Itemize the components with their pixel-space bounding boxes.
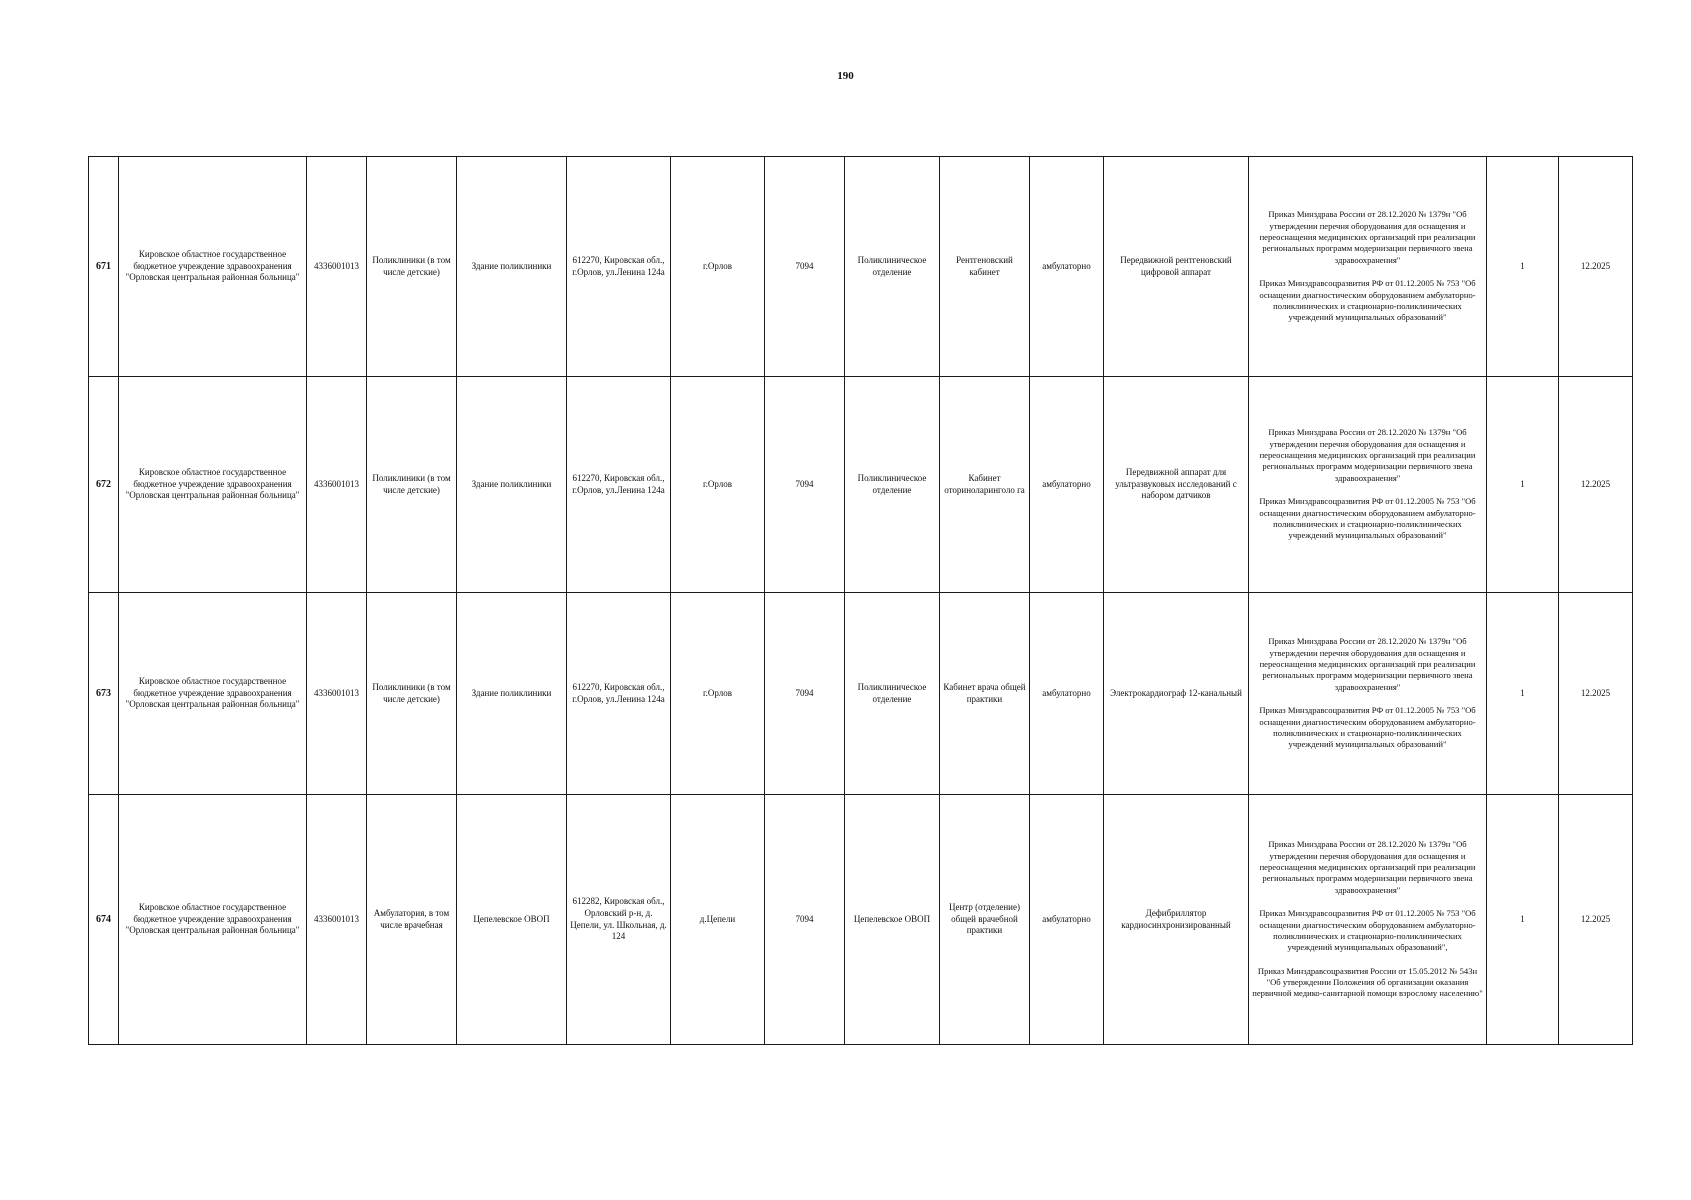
address-cell: 612270, Кировская обл., г.Орлов, ул.Ленина 124а xyxy=(567,157,671,377)
legal-basis-cell xyxy=(1249,157,1487,377)
room-cell: Кабинет оториноларинголо га xyxy=(940,377,1030,593)
legal-basis-text: Приказ Минздравсоцразвития РФ от 01.12.2005 № 753 "Об оснащении диагностическим оборудованием амбулаторно-поликлинических и стационарно-поликлинических учреждений муниципальных образований" xyxy=(1259,496,1476,541)
locality-cell: г.Орлов xyxy=(671,377,765,593)
department-cell: Цепелевское ОВОП xyxy=(845,795,940,1045)
equipment-name-cell: Передвижной аппарат для ультразвуковых исследований с набором датчиков xyxy=(1104,377,1249,593)
legal-basis-text: Приказ Минздравсоцразвития РФ от 01.12.2005 № 753 "Об оснащении диагностическим оборудованием амбулаторно-поликлинических и стационарно-поликлинических учреждений муниципальных образований" xyxy=(1259,705,1476,750)
oktmo-code-cell: 7094 xyxy=(765,593,845,795)
facility-type-cell: Амбулатория, в том числе врачебная xyxy=(367,795,457,1045)
legal-basis-cell xyxy=(1249,377,1487,593)
facility-type-cell: Поликлиники (в том числе детские) xyxy=(367,377,457,593)
locality-cell: г.Орлов xyxy=(671,593,765,795)
legal-basis-text: Приказ Минздравсоцразвития России от 15.05.2012 № 543н "Об утверждении Положения об организации оказания первичной медико-санитарной помощи взрослому населению" xyxy=(1252,965,1483,999)
building-name-cell: Здание поликлиники xyxy=(457,157,567,377)
legal-basis-text: Приказ Минздравсоцразвития РФ от 01.12.2005 № 753 "Об оснащении диагностическим оборудованием амбулаторно-поликлинических и стационарно-поликлинических учреждений муниципальных образований", xyxy=(1259,908,1476,953)
table-row xyxy=(89,593,1633,795)
deadline-cell: 12.2025 xyxy=(1559,377,1633,593)
deadline-cell: 12.2025 xyxy=(1559,795,1633,1045)
table-row xyxy=(89,795,1633,1045)
table-body xyxy=(89,157,1633,1045)
department-cell: Поликлиническое отделение xyxy=(845,377,940,593)
legal-basis-cell xyxy=(1249,795,1487,1045)
deadline-cell: 12.2025 xyxy=(1559,157,1633,377)
oktmo-code-cell: 7094 xyxy=(765,157,845,377)
row-number-cell: 673 xyxy=(89,593,119,795)
department-cell: Поликлиническое отделение xyxy=(845,593,940,795)
organization-name-cell: Кировское областное государственное бюджетное учреждение здравоохранения "Орловская центральная районная больница" xyxy=(119,795,307,1045)
equipment-name-cell: Передвижной рентгеновский цифровой аппарат xyxy=(1104,157,1249,377)
row-number-cell: 674 xyxy=(89,795,119,1045)
table-row xyxy=(89,157,1633,377)
building-name-cell: Здание поликлиники xyxy=(457,593,567,795)
room-cell: Кабинет врача общей практики xyxy=(940,593,1030,795)
facility-type-cell: Поликлиники (в том числе детские) xyxy=(367,593,457,795)
room-cell: Рентгеновский кабинет xyxy=(940,157,1030,377)
quantity-cell: 1 xyxy=(1487,377,1559,593)
page-number: 190 xyxy=(837,70,854,82)
inn-code-cell: 4336001013 xyxy=(307,795,367,1045)
department-cell: Поликлиническое отделение xyxy=(845,157,940,377)
organization-name-cell: Кировское областное государственное бюджетное учреждение здравоохранения "Орловская центральная районная больница" xyxy=(119,593,307,795)
facility-type-cell: Поликлиники (в том числе детские) xyxy=(367,157,457,377)
equipment-name-cell: Электрокардиограф 12-канальный xyxy=(1104,593,1249,795)
organization-name-cell: Кировское областное государственное бюджетное учреждение здравоохранения "Орловская центральная районная больница" xyxy=(119,377,307,593)
organization-name-cell: Кировское областное государственное бюджетное учреждение здравоохранения "Орловская центральная районная больница" xyxy=(119,157,307,377)
locality-cell: д.Цепели xyxy=(671,795,765,1045)
row-number-cell: 671 xyxy=(89,157,119,377)
care-form-cell: амбулаторно xyxy=(1030,377,1104,593)
room-cell: Центр (отделение) общей врачебной практики xyxy=(940,795,1030,1045)
equipment-name-cell: Дефибриллятор кардиосинхронизированный xyxy=(1104,795,1249,1045)
legal-basis-text: Приказ Минздрава России от 28.12.2020 № 1379н "Об утверждении перечня оборудования для оснащения и переоснащения медицинских организаций при реализации региональных программ модернизации первичного звена здравоохранения" xyxy=(1259,209,1476,265)
row-number-cell: 672 xyxy=(89,377,119,593)
deadline-cell: 12.2025 xyxy=(1559,593,1633,795)
building-name-cell: Цепелевское ОВОП xyxy=(457,795,567,1045)
legal-basis-text: Приказ Минздрава России от 28.12.2020 № 1379н "Об утверждении перечня оборудования для оснащения и переоснащения медицинских организаций при реализации региональных программ модернизации первичного звена здравоохранения" xyxy=(1259,427,1476,483)
inn-code-cell: 4336001013 xyxy=(307,157,367,377)
oktmo-code-cell: 7094 xyxy=(765,795,845,1045)
quantity-cell: 1 xyxy=(1487,593,1559,795)
legal-basis-text: Приказ Минздрава России от 28.12.2020 № 1379н "Об утверждении перечня оборудования для оснащения и переоснащения медицинских организаций при реализации региональных программ модернизации первичного звена здравоохранения" xyxy=(1259,636,1476,692)
care-form-cell: амбулаторно xyxy=(1030,795,1104,1045)
address-cell: 612282, Кировская обл., Орловский р-н, д. Цепели, ул. Школьная, д. 124 xyxy=(567,795,671,1045)
legal-basis-text: Приказ Минздравсоцразвития РФ от 01.12.2005 № 753 "Об оснащении диагностическим оборудованием амбулаторно-поликлинических и стационарно-поликлинических учреждений муниципальных образований" xyxy=(1259,278,1476,323)
building-name-cell: Здание поликлиники xyxy=(457,377,567,593)
care-form-cell: амбулаторно xyxy=(1030,593,1104,795)
table-row xyxy=(89,377,1633,593)
quantity-cell: 1 xyxy=(1487,157,1559,377)
address-cell: 612270, Кировская обл., г.Орлов, ул.Ленина 124а xyxy=(567,593,671,795)
legal-basis-text: Приказ Минздрава России от 28.12.2020 № 1379н "Об утверждении перечня оборудования для оснащения и переоснащения медицинских организаций при реализации региональных программ модернизации первичного звена здравоохранения" xyxy=(1259,839,1476,895)
locality-cell: г.Орлов xyxy=(671,157,765,377)
address-cell: 612270, Кировская обл., г.Орлов, ул.Ленина 124а xyxy=(567,377,671,593)
equipment-registry-table xyxy=(88,156,1633,1045)
inn-code-cell: 4336001013 xyxy=(307,593,367,795)
oktmo-code-cell: 7094 xyxy=(765,377,845,593)
quantity-cell: 1 xyxy=(1487,795,1559,1045)
legal-basis-cell xyxy=(1249,593,1487,795)
inn-code-cell: 4336001013 xyxy=(307,377,367,593)
care-form-cell: амбулаторно xyxy=(1030,157,1104,377)
